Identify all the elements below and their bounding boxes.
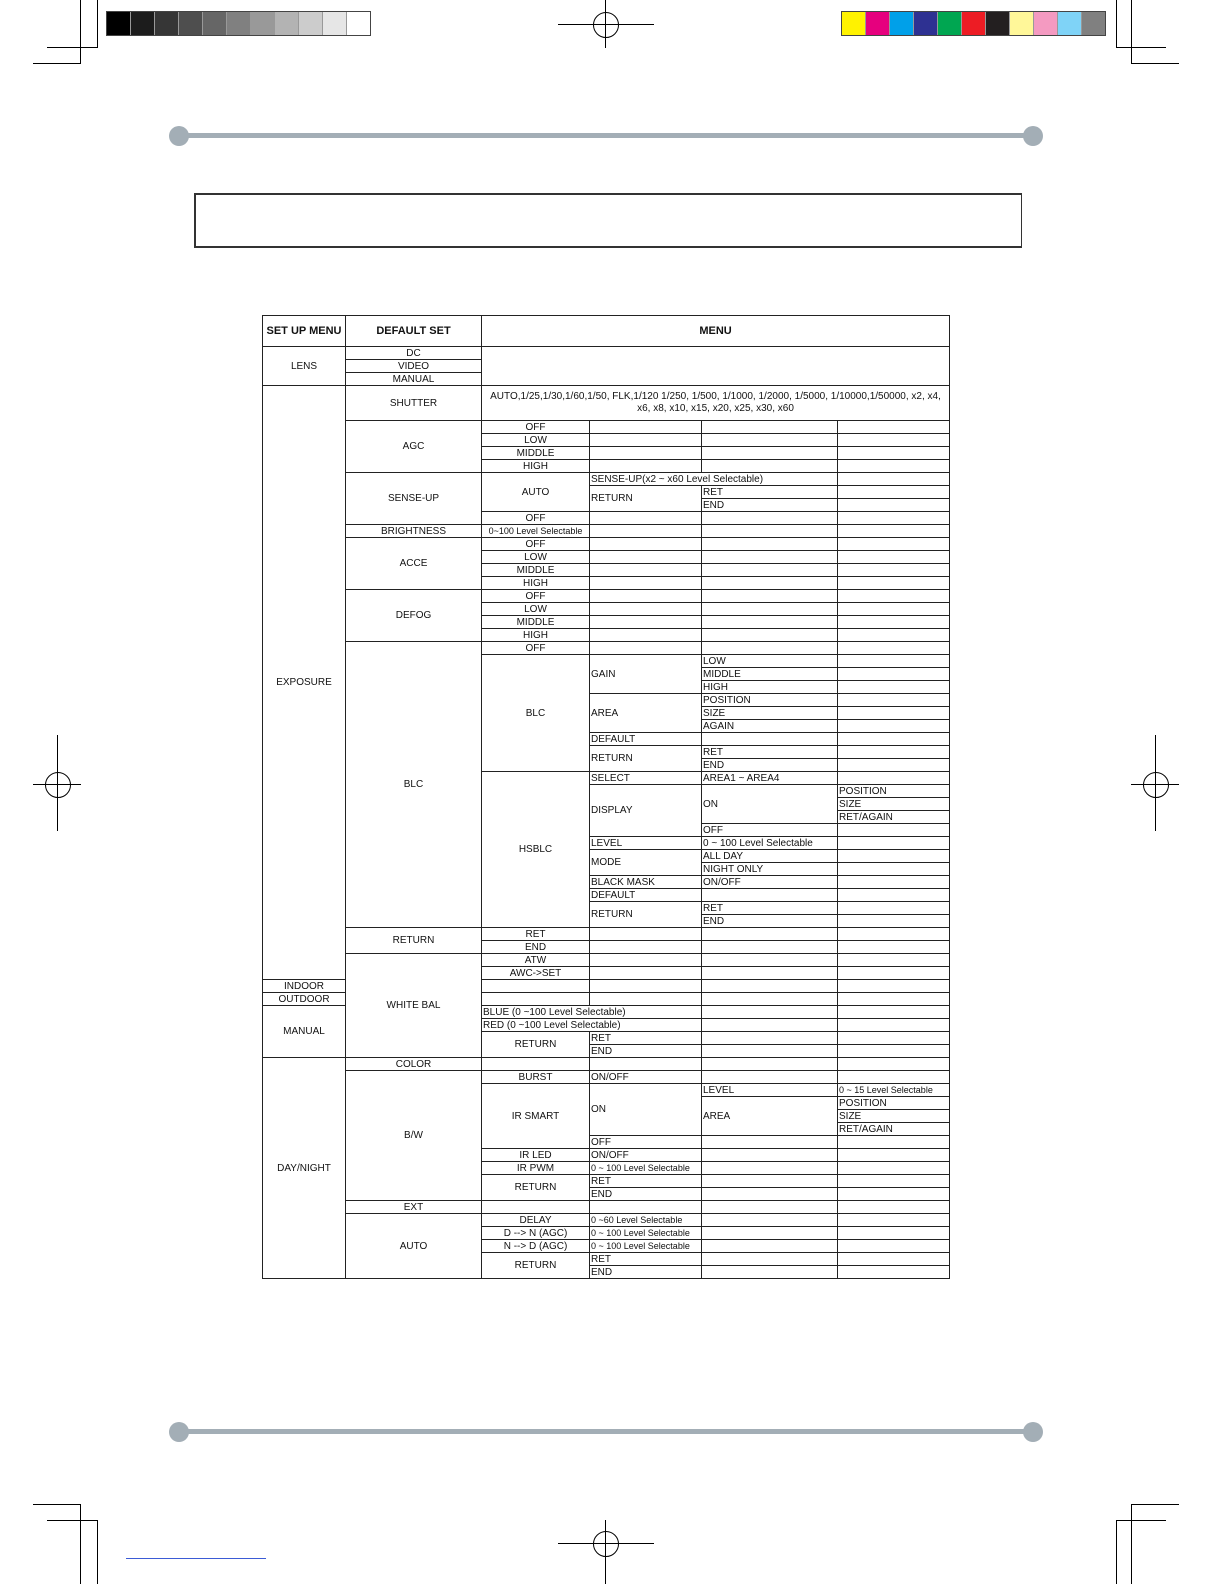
color-swatch — [938, 12, 962, 35]
bw-area-option: SIZE — [838, 1110, 950, 1123]
table-row — [263, 1201, 950, 1214]
bw-ir-led: IR LED — [482, 1149, 590, 1162]
table-row — [263, 928, 950, 941]
agc-option: HIGH — [482, 460, 590, 473]
dn-auto-n-to-d: N --> D (AGC) — [482, 1240, 590, 1253]
sense-up-return: RETURN — [590, 486, 702, 512]
bw-ir-smart-off: OFF — [590, 1136, 702, 1149]
blc-off: OFF — [482, 642, 590, 655]
bw-return: RETURN — [482, 1175, 590, 1201]
setup-menu-table — [262, 315, 950, 1279]
dn-auto-ret: RET — [590, 1253, 702, 1266]
section-title-box — [194, 193, 1022, 248]
blc-gain-option: MIDDLE — [702, 668, 838, 681]
lens-menu-cell — [482, 347, 950, 386]
hsblc-return: RETURN — [590, 902, 702, 928]
defog-label: DEFOG — [346, 590, 482, 642]
bw-label: B/W — [346, 1071, 482, 1201]
bw-level-value: 0 ~ 15 Level Selectable — [838, 1084, 950, 1097]
table-row — [263, 1058, 950, 1071]
shutter-values: AUTO,1/25,1/30,1/60,1/50, FLK,1/120 1/250, 1/500, 1/1000, 1/2000, 1/5000, 1/10000,1/50000, x2, x4, x6, x8, x10, x15, x20, x25, x30, x60 — [482, 386, 950, 421]
exposure-ret: RET — [482, 928, 590, 941]
table-row — [263, 1071, 950, 1084]
white-bal-option: OUTDOOR — [263, 993, 346, 1006]
color-swatch — [986, 12, 1010, 35]
white-bal-return: RETURN — [482, 1032, 590, 1058]
sense-up-end: END — [702, 499, 838, 512]
hsblc-ret: RET — [702, 902, 838, 915]
sense-up-level: SENSE-UP(x2 ~ x60 Level Selectable) — [590, 473, 838, 486]
color-swatch — [1034, 12, 1058, 35]
gray-swatch — [203, 12, 227, 35]
table-row — [263, 347, 950, 360]
footer-link-underline — [126, 1558, 266, 1559]
brightness-label: BRIGHTNESS — [346, 525, 482, 538]
table-row — [263, 525, 950, 538]
table-row — [263, 421, 950, 434]
white-bal-option: ATW — [482, 954, 590, 967]
blc-area-option: AGAIN — [702, 720, 838, 733]
agc-option: OFF — [482, 421, 590, 434]
color-swatch — [1010, 12, 1034, 35]
process-color-bar — [841, 11, 1106, 36]
blc-label: BLC — [346, 642, 482, 928]
hsblc-black-mask: BLACK MASK — [590, 876, 702, 889]
bw-area: AREA — [702, 1097, 838, 1136]
white-bal-manual: MANUAL — [263, 1006, 346, 1058]
bw-end: END — [590, 1188, 702, 1201]
dn-auto-end: END — [590, 1266, 702, 1279]
bw-ir-led-value: ON/OFF — [590, 1149, 702, 1162]
gray-swatch — [323, 12, 347, 35]
hsblc-display-off: OFF — [702, 824, 838, 837]
dn-auto-d-to-n-value: 0 ~ 100 Level Selectable — [590, 1227, 702, 1240]
table-row — [263, 954, 950, 967]
hsblc-default: DEFAULT — [590, 889, 702, 902]
defog-option: LOW — [482, 603, 590, 616]
gray-swatch — [179, 12, 203, 35]
day-night-color: COLOR — [346, 1058, 482, 1071]
blc-ret: RET — [702, 746, 838, 759]
white-bal-red: RED (0 ~100 Level Selectable) — [482, 1019, 702, 1032]
hsblc-black-mask-value: ON/OFF — [702, 876, 838, 889]
dn-auto-return: RETURN — [482, 1253, 590, 1279]
gray-swatch — [107, 12, 131, 35]
white-bal-option: AWC->SET — [482, 967, 590, 980]
hsblc-select-value: AREA1 ~ AREA4 — [702, 772, 838, 785]
sense-up-label: SENSE-UP — [346, 473, 482, 525]
acce-option: OFF — [482, 538, 590, 551]
hsblc-label: HSBLC — [482, 772, 590, 928]
table-header-row — [263, 316, 950, 347]
color-swatch — [1058, 12, 1082, 35]
gray-swatch — [131, 12, 155, 35]
gray-swatch — [155, 12, 179, 35]
hsblc-mode-option: ALL DAY — [702, 850, 838, 863]
white-bal-end: END — [590, 1045, 702, 1058]
header-default-set: DEFAULT SET — [346, 316, 482, 347]
blc-sub-label: BLC — [482, 655, 590, 772]
blc-gain-option: HIGH — [702, 681, 838, 694]
exposure-label: EXPOSURE — [263, 386, 346, 980]
header-menu: MENU — [482, 316, 950, 347]
sense-up-ret: RET — [702, 486, 838, 499]
gray-swatch — [227, 12, 251, 35]
lens-option: MANUAL — [346, 373, 482, 386]
hsblc-on-option: SIZE — [838, 798, 950, 811]
bw-ir-smart-on: ON — [590, 1084, 702, 1136]
agc-option: MIDDLE — [482, 447, 590, 460]
hsblc-on-option: POSITION — [838, 785, 950, 798]
gray-swatch — [251, 12, 275, 35]
hsblc-level: LEVEL — [590, 837, 702, 850]
bw-level: LEVEL — [702, 1084, 838, 1097]
hsblc-mode: MODE — [590, 850, 702, 876]
acce-label: ACCE — [346, 538, 482, 590]
table-row — [263, 538, 950, 551]
blc-gain-option: LOW — [702, 655, 838, 668]
hsblc-end: END — [702, 915, 838, 928]
brightness-value: 0~100 Level Selectable — [482, 525, 590, 538]
table-row — [263, 642, 950, 655]
white-bal-blue: BLUE (0 ~100 Level Selectable) — [482, 1006, 702, 1019]
agc-label: AGC — [346, 421, 482, 473]
gray-swatch — [347, 12, 370, 35]
color-swatch — [866, 12, 890, 35]
day-night-label: DAY/NIGHT — [263, 1058, 346, 1279]
white-bal-option: INDOOR — [263, 980, 346, 993]
table-row — [263, 590, 950, 603]
sense-up-off: OFF — [482, 512, 590, 525]
sense-up-auto: AUTO — [482, 473, 590, 512]
dn-auto-delay: DELAY — [482, 1214, 590, 1227]
bw-area-option: POSITION — [838, 1097, 950, 1110]
color-swatch — [890, 12, 914, 35]
gray-color-bar — [106, 11, 371, 36]
blc-area-option: POSITION — [702, 694, 838, 707]
lens-option: DC — [346, 347, 482, 360]
bw-ir-smart: IR SMART — [482, 1084, 590, 1149]
dn-auto-label: AUTO — [346, 1214, 482, 1279]
hsblc-select: SELECT — [590, 772, 702, 785]
header-setup-menu: SET UP MENU — [263, 316, 346, 347]
table-row — [263, 473, 950, 486]
hsblc-display: DISPLAY — [590, 785, 702, 837]
table-row — [263, 386, 950, 421]
blc-default: DEFAULT — [590, 733, 702, 746]
exposure-return: RETURN — [346, 928, 482, 954]
white-bal-ret: RET — [590, 1032, 702, 1045]
bw-burst: BURST — [482, 1071, 590, 1084]
table-row — [263, 1214, 950, 1227]
lens-label: LENS — [263, 347, 346, 386]
acce-option: HIGH — [482, 577, 590, 590]
acce-option: MIDDLE — [482, 564, 590, 577]
shutter-label: SHUTTER — [346, 386, 482, 421]
blc-area: AREA — [590, 694, 702, 733]
color-swatch — [914, 12, 938, 35]
white-bal-label: WHITE BAL — [346, 954, 482, 1058]
color-swatch — [962, 12, 986, 35]
blc-gain: GAIN — [590, 655, 702, 694]
bw-ir-pwm: IR PWM — [482, 1162, 590, 1175]
defog-option: OFF — [482, 590, 590, 603]
dn-auto-delay-value: 0 ~60 Level Selectable — [590, 1214, 702, 1227]
bw-ir-pwm-value: 0 ~ 100 Level Selectable — [590, 1162, 702, 1175]
blc-area-option: SIZE — [702, 707, 838, 720]
bw-area-option: RET/AGAIN — [838, 1123, 950, 1136]
hsblc-on-option: RET/AGAIN — [838, 811, 950, 824]
blc-return: RETURN — [590, 746, 702, 772]
defog-option: HIGH — [482, 629, 590, 642]
gray-swatch — [299, 12, 323, 35]
agc-option: LOW — [482, 434, 590, 447]
hsblc-mode-option: NIGHT ONLY — [702, 863, 838, 876]
defog-option: MIDDLE — [482, 616, 590, 629]
bw-burst-value: ON/OFF — [590, 1071, 702, 1084]
dn-auto-d-to-n: D --> N (AGC) — [482, 1227, 590, 1240]
blc-end: END — [702, 759, 838, 772]
hsblc-level-value: 0 ~ 100 Level Selectable — [702, 837, 838, 850]
bw-ret: RET — [590, 1175, 702, 1188]
hsblc-display-on: ON — [702, 785, 838, 824]
dn-auto-n-to-d-value: 0 ~ 100 Level Selectable — [590, 1240, 702, 1253]
color-swatch — [842, 12, 866, 35]
exposure-end: END — [482, 941, 590, 954]
color-swatch — [1082, 12, 1105, 35]
acce-option: LOW — [482, 551, 590, 564]
lens-option: VIDEO — [346, 360, 482, 373]
day-night-ext: EXT — [346, 1201, 482, 1214]
gray-swatch — [275, 12, 299, 35]
